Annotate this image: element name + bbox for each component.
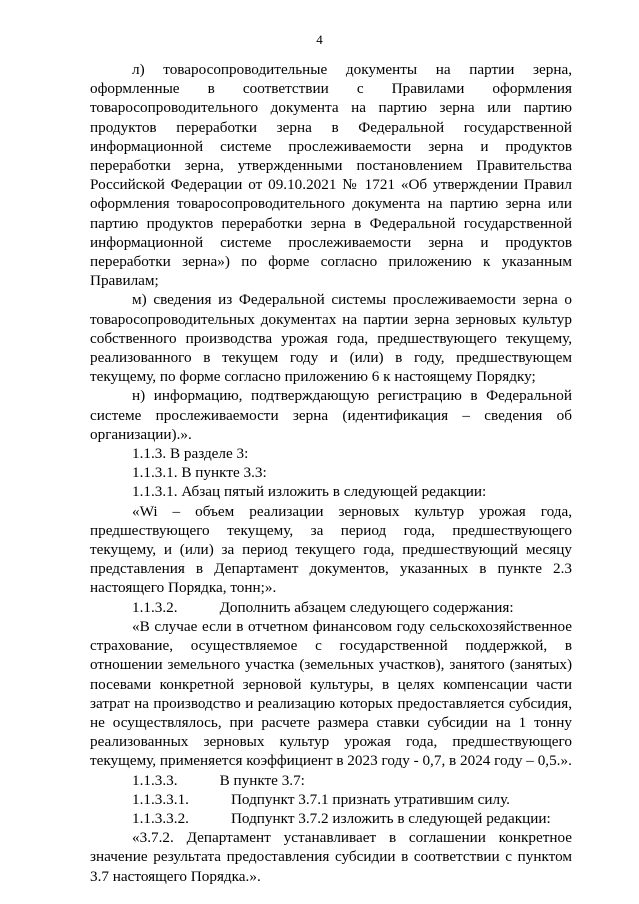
paragraph-1-1-3-3-1 bbox=[90, 790, 572, 809]
paragraph-n: н) информацию, подтверждающую регистрацию в Федеральной системе прослеживаемости зерна (идентификация – сведения об организации).». bbox=[90, 387, 572, 443]
paragraph-1-1-3-1: 1.1.3.1. В пункте 3.3: bbox=[132, 464, 267, 482]
item-number: 1.1.3.3.1. bbox=[132, 790, 189, 808]
item-text: В пункте 3.7: bbox=[219, 771, 305, 789]
paragraph-1-1-3: 1.1.3. В разделе 3: bbox=[132, 445, 249, 463]
paragraph-m: м) сведения из Федеральной системы прослеживаемости зерна о товаросопроводительных документах на партии зерна зерновых культур собственного производства урожая года, предшествующего текущему, реализованного в текущем году и (или) в году, предшествующем текущему, по форме согласно приложению 6 к настоящему Порядку; bbox=[90, 291, 572, 386]
page-number: 4 bbox=[316, 32, 323, 47]
item-text: Подпункт 3.7.1 признать утратившим силу. bbox=[230, 790, 510, 808]
item-text: Дополнить абзацем следующего содержания: bbox=[219, 598, 514, 616]
paragraph-1-1-3-2 bbox=[90, 598, 572, 617]
paragraph-insurance-coefficient: «В случае если в отчетном финансовом году сельскохозяйственное страхование, осуществляемое с государственной поддержкой, в отношении земельного участка (земельных участков), занятого (занятых) посевами конкретной зерновой культуры, в целях компенсации части затрат на производство и реализацию которых предоставляется субсидия, не осуществлялось, при расчете размера ставки субсидии на 1 тонну реализованных зерновых культур урожая года, предшествующего текущему, применяется коэффициент в 2023 году - 0,7, в 2024 году – 0,5.». bbox=[90, 617, 572, 770]
paragraph-1-1-3-3-2 bbox=[90, 809, 572, 828]
item-number: 1.1.3.3.2. bbox=[132, 809, 189, 827]
document-body bbox=[90, 60, 572, 886]
paragraph-1-1-3-3 bbox=[90, 771, 572, 790]
item-number: 1.1.3.2. bbox=[132, 598, 178, 616]
paragraph-3-7-2: «3.7.2. Департамент устанавливает в соглашении конкретное значение результата предоставления субсидии в соответствии с пунктом 3.7 настоящего Порядка.». bbox=[90, 829, 572, 885]
paragraph-l: л) товаросопроводительные документы на партии зерна, оформленные в соответствии с Правилами оформления товаросопроводительного документа на партию зерна или партию продуктов переработки зерна в Федеральной государственной информационной системе прослеживаемости зерна и продуктов переработки зерна, утвержденными постановлением Правительства Российской Федерации от 09.10.2021 № 1721 «Об утверждении Правил оформления товаросопроводительного документа на партию зерна или партию продуктов переработки зерна в Федеральной государственной информационной системе прослеживаемости зерна и продуктов переработки зерна») по форме согласно приложению к указанным Правилам; bbox=[90, 61, 572, 290]
paragraph-wi-definition: «Wi – объем реализации зерновых культур урожая года, предшествующего текущему, за период года, предшествующего текущему, и (или) за период текущего года, предшествующий месяцу представления в Департамент документов, указанных в пункте 2.3 настоящего Порядка, тонн;». bbox=[90, 502, 572, 597]
paragraph-1-1-3-1-abzac: 1.1.3.1. Абзац пятый изложить в следующей редакции: bbox=[132, 483, 487, 501]
item-number: 1.1.3.3. bbox=[132, 771, 178, 789]
item-text: Подпункт 3.7.2 изложить в следующей редакции: bbox=[230, 809, 551, 827]
